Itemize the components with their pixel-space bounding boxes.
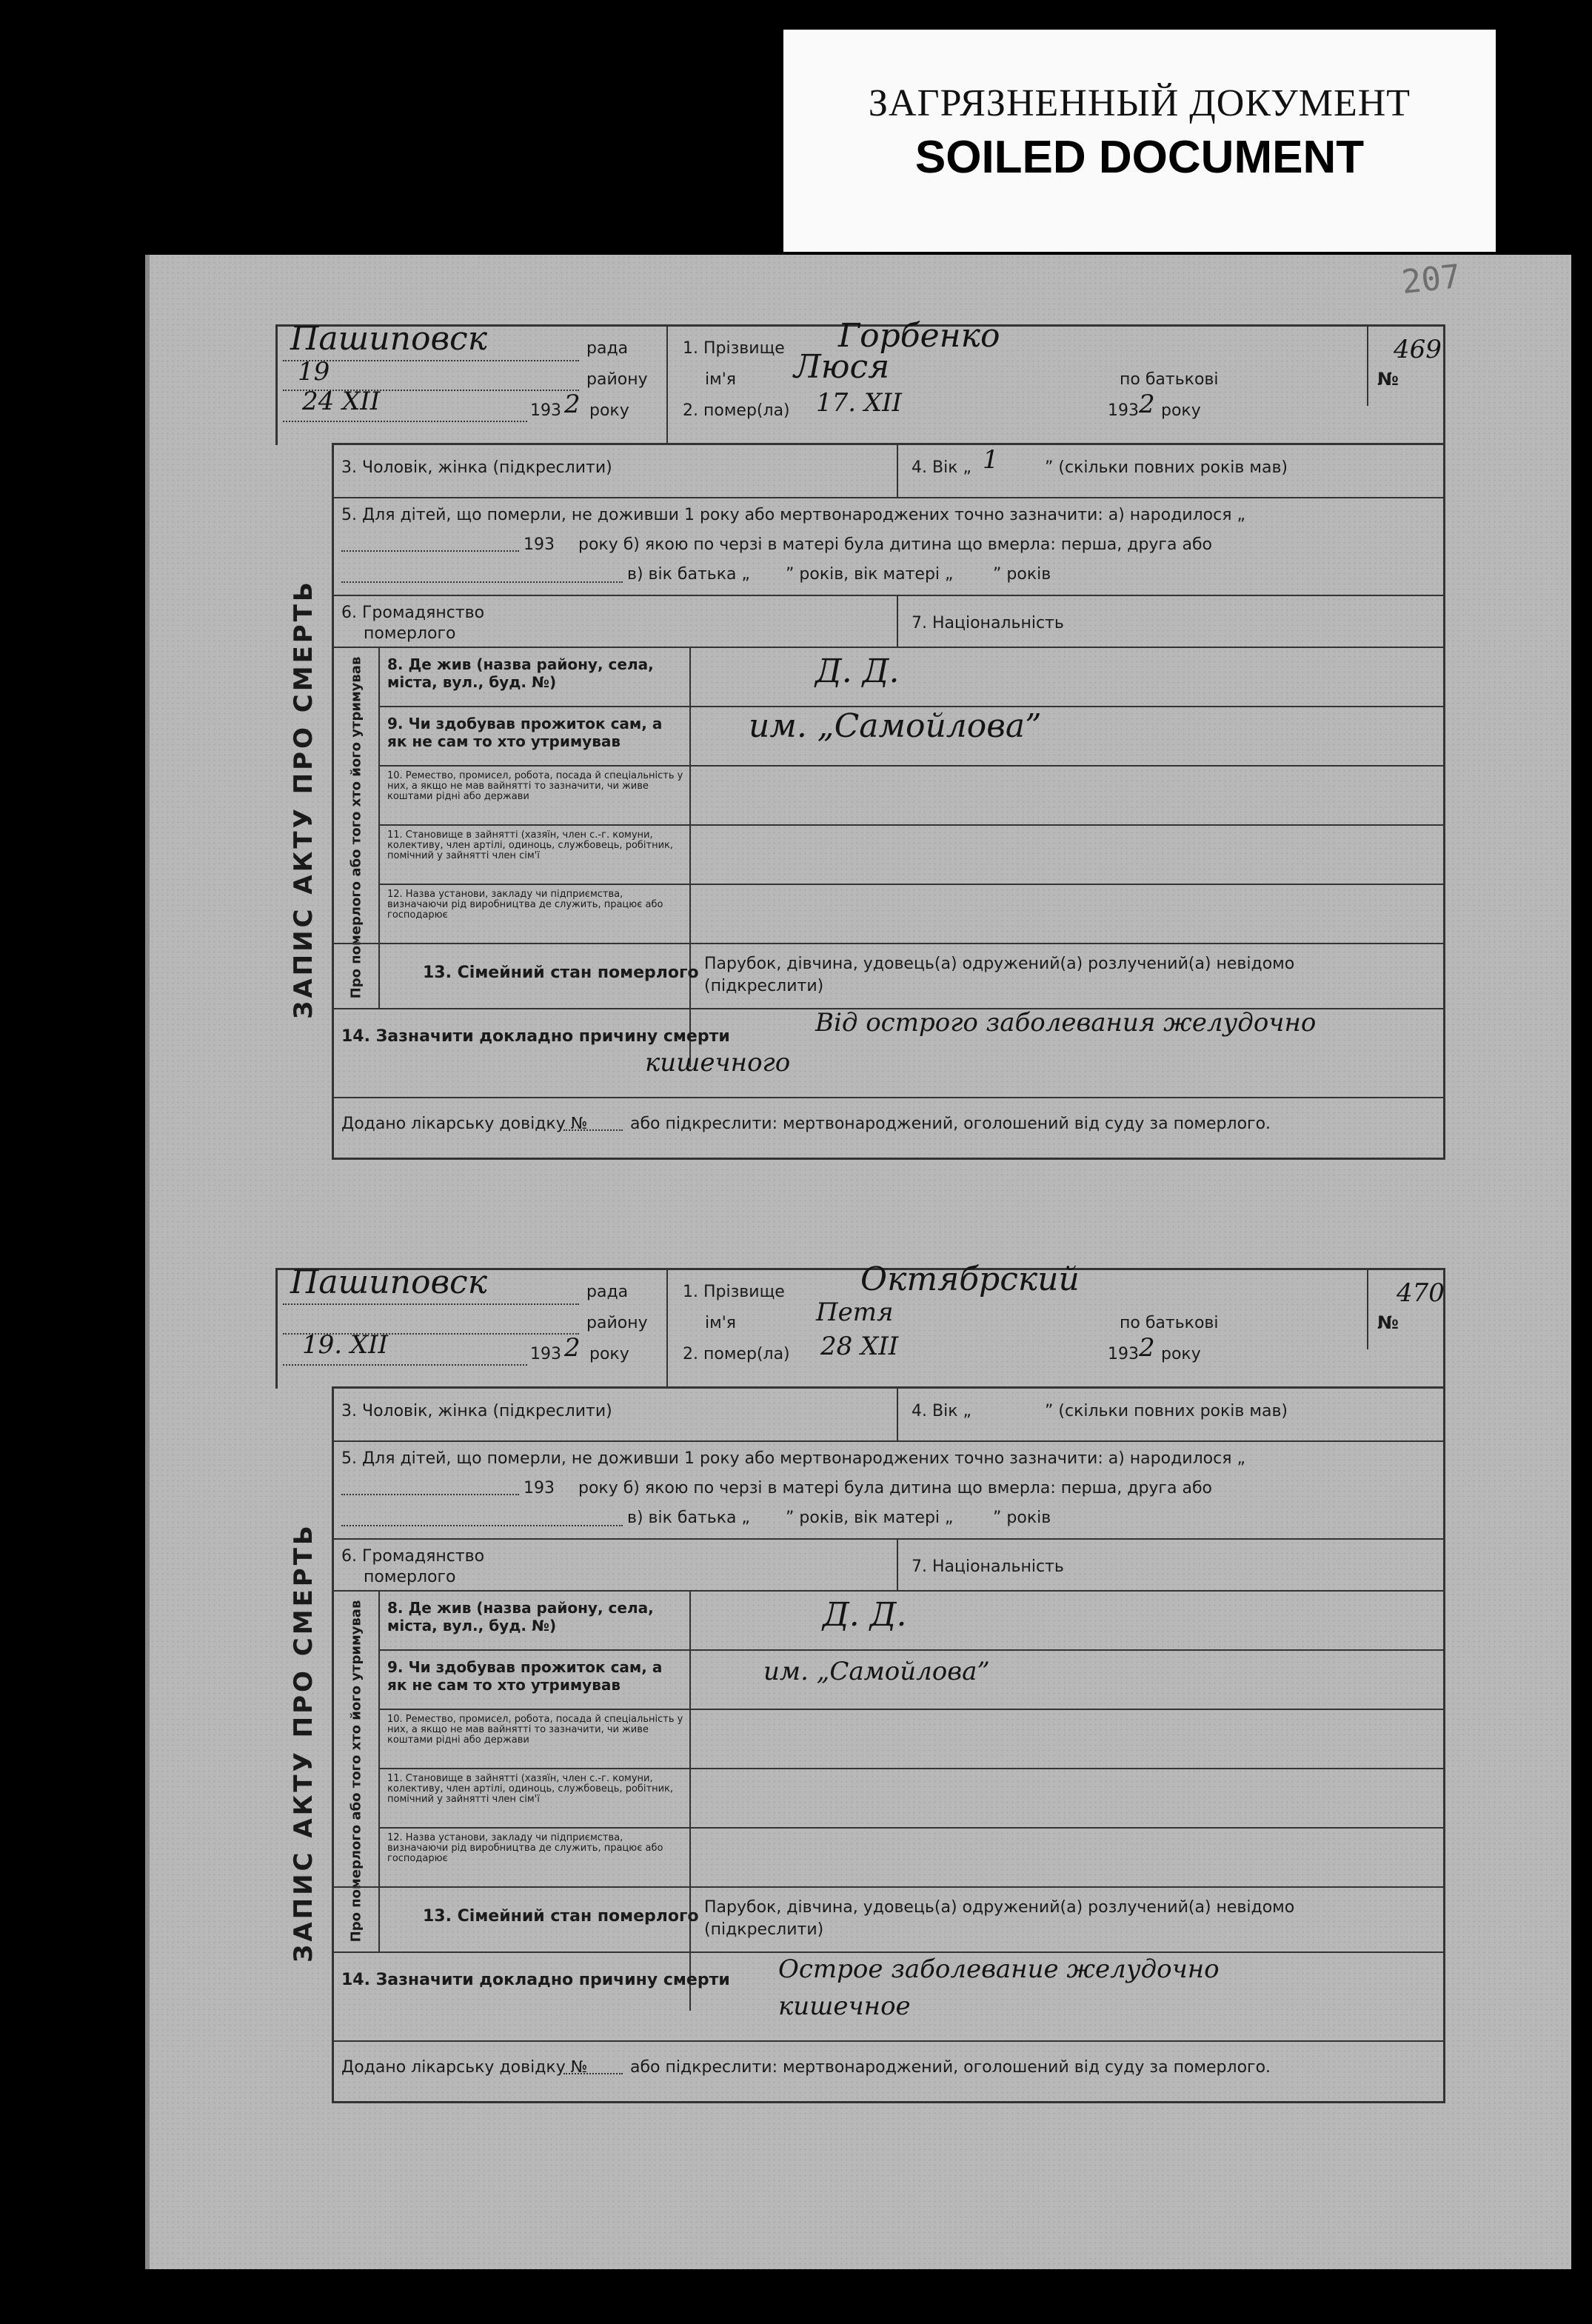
label-russian: ЗАГРЯЗНЕННЫЙ ДОКУМЕНТ <box>868 82 1411 124</box>
death-date: 17. XII <box>816 388 902 418</box>
label-english: SOILED DOCUMENT <box>914 132 1365 183</box>
cause-of-death-cont: кишечного <box>645 1048 791 1078</box>
rada-value: Пашиповск <box>290 1263 487 1301</box>
record-body: 3. Чоловік, жінка (підкреслити) 4. Вік „ 1 ” (скільки повних років мав) 5. Для дітей, що померли, не доживши 1 року або мертвонароджених точно зазначити: а) народилося „ 193 року б) якою по черзі в матері була дитина що вмерла: перша, друга або в) вік батька „ ” років, вік матері „ ” років 6. Громадянство померлого 7. Національність Про померлого або того хто його утримував 8. Де жив (назва району, села, міста, вул., буд. №) Д. Д. 9. Чи здобував прожиток сам, а як не сам то хто утримував им. „Самойлова” 10. Ремество, промисел, робота, посада й спеціальність у них, а якщо не мав вайнятті то зазначити, чи живе коштами рідні або держави 11. Становище в зайнятті (хазяїн, член с.-г. комуни, колективу, член артілі, одиноць, службовець, робітник, помічний у зайнятті член сім'ї 12. Назва установи, закладу чи підприємства, визначаючи рід виробництва де служить, працює або господарює 13. Сімейний стан померлого Парубок, дівчина, удовець(а) одружений(а) розлучений(а) невідомо (підкреслити) 14. Зазначити докладно причину смерти Від острого заболевания желудочно кишечного Додано лікарську довідку № або підкреслити: мертвонароджений, оголошений від суду за померлого. <box>332 443 1445 1160</box>
residence-value: Д. Д. <box>823 1596 907 1634</box>
vertical-title: ЗАПИС АКТУ ПРО СМЕРТЬ <box>289 1523 319 1963</box>
registration-date: 24 XII <box>302 387 381 416</box>
name-value: Петя <box>816 1298 894 1327</box>
cause-of-death: Острое заболевание желудочно <box>778 1954 1220 1984</box>
vertical-subtitle: Про померлого або того хто його утримував <box>334 1590 380 1951</box>
rada-value: Пашиповск <box>290 320 487 358</box>
death-date: 28 XII <box>820 1332 899 1361</box>
supported-by-value: им. „Самойлова” <box>763 1657 990 1686</box>
archive-number: 207 <box>1399 257 1462 302</box>
registration-date: 19. XII <box>302 1330 388 1360</box>
cause-of-death: Від острого заболевания желудочно <box>815 1008 1317 1038</box>
age-value: 1 <box>983 445 999 475</box>
death-record-2: Пашиповск рада району 19. XII 193 2 року 1. Прізвище Октябрский ім'я Петя по батькові 2. помер(ла) 28 XII 193 2 року № 470 ЗАПИС АКТУ ПРО СМЕРТЬ 3. Чоловік, жінка (підкреслити) 4. Вік „ ” (скільки повних років мав) 5. Для дітей, що померли, не доживши 1 року або мертвонароджених точно зазначити: а) народилося „ 193 року б) якою по черзі в матері була дитина що вмерла: перша, друга або в) вік батька „ ” років, вік матері „ ” років 6. Громадянство померлого 7. Національність Про померлого або того хто його утримував 8. Де жив (назва району, села, міста, вул., буд. №) Д. Д. 9. Чи здобував прожиток сам, а як не сам то хто утримував им. „Самойлова” 10. Ремество, промисел, робота, посада й спеціальність у них, а якщо не мав вайнятті то зазначити, чи живе коштами рідні або держави 11. Становище в зайнятті (хазяїн, член с.-г. комуни, колективу, член артілі, одиноць, службовець, робітник, помічний у зайнятті член сім'ї 12. Назва установи, закладу чи підприємства, визначаючи рід виробництва де служить, працює або господарює 13. Сімейний стан померлого Парубок, дівчина, удовець(а) одружений(а) розлучений(а) невідомо (підкреслити) 14. Зазначити докладно причину смерти Острое заболевание желудочно кишечное Додано лікарську довідку № або підкреслити: мертвонароджений, оголошений від суду за померлого. <box>275 1268 1445 2099</box>
surname-value: Октябрский <box>860 1260 1080 1298</box>
supported-by-value: им. „Самойлова” <box>749 707 1042 745</box>
surname-value: Горбенко <box>838 317 1000 355</box>
record-number: 469 <box>1394 335 1442 364</box>
cause-of-death-cont: кишечное <box>778 1991 911 2021</box>
vertical-title: ЗАПИС АКТУ ПРО СМЕРТЬ <box>289 579 319 1019</box>
soiled-document-label <box>783 30 1496 252</box>
death-record-sheet <box>145 255 1571 2269</box>
residence-value: Д. Д. <box>815 652 900 690</box>
record-body: 3. Чоловік, жінка (підкреслити) 4. Вік „ ” (скільки повних років мав) 5. Для дітей, що померли, не доживши 1 року або мертвонароджених точно зазначити: а) народилося „ 193 року б) якою по черзі в матері була дитина що вмерла: перша, друга або в) вік батька „ ” років, вік матері „ ” років 6. Громадянство померлого 7. Національність Про померлого або того хто його утримував 8. Де жив (назва району, села, міста, вул., буд. №) Д. Д. 9. Чи здобував прожиток сам, а як не сам то хто утримував им. „Самойлова” 10. Ремество, промисел, робота, посада й спеціальність у них, а якщо не мав вайнятті то зазначити, чи живе коштами рідні або держави 11. Становище в зайнятті (хазяїн, член с.-г. комуни, колективу, член артілі, одиноць, службовець, робітник, помічний у зайнятті член сім'ї 12. Назва установи, закладу чи підприємства, визначаючи рід виробництва де служить, працює або господарює 13. Сімейний стан померлого Парубок, дівчина, удовець(а) одружений(а) розлучений(а) невідомо (підкреслити) 14. Зазначити докладно причину смерти Острое заболевание желудочно кишечное Додано лікарську довідку № або підкреслити: мертвонароджений, оголошений від суду за померлого. <box>332 1386 1445 2103</box>
death-record-1: Пашиповск рада 19 району 24 XII 193 2 року 1. Прізвище Горбенко ім'я Люся по батькові 2. помер(ла) 17. XII 193 2 року № 469 ЗАПИС АКТУ ПРО СМЕРТЬ 3. Чоловік, жінка (підкреслити) 4. Вік „ 1 ” (скільки повних років мав) 5. Для дітей, що померли, не доживши 1 року або мертвонароджених точно зазначити: а) народилося „ 193 року б) якою по черзі в матері була дитина що вмерла: перша, друга або в) вік батька „ ” років, вік матері „ ” років 6. Громадянство померлого 7. Національність Про померлого або того хто його утримував 8. Де жив (назва району, села, міста, вул., буд. №) Д. Д. 9. Чи здобував прожиток сам, а як не сам то хто утримував им. „Самойлова” 10. Ремество, промисел, робота, посада й спеціальність у них, а якщо не мав вайнятті то зазначити, чи живе коштами рідні або держави 11. Становище в зайнятті (хазяїн, член с.-г. комуни, колективу, член артілі, одиноць, службовець, робітник, помічний у зайнятті член сім'ї 12. Назва установи, закладу чи підприємства, визначаючи рід виробництва де служить, працює або господарює 13. Сімейний стан померлого Парубок, дівчина, удовець(а) одружений(а) розлучений(а) невідомо (підкреслити) 14. Зазначити докладно причину смерти Від острого заболевания желудочно кишечного Додано лікарську довідку № або підкреслити: мертвонароджений, оголошений від суду за померлого. <box>275 324 1445 1155</box>
vertical-subtitle: Про померлого або того хто його утримував <box>334 647 380 1008</box>
rayon-value: 19 <box>298 357 330 387</box>
name-value: Люся <box>794 348 890 386</box>
record-number: 470 <box>1397 1278 1445 1308</box>
